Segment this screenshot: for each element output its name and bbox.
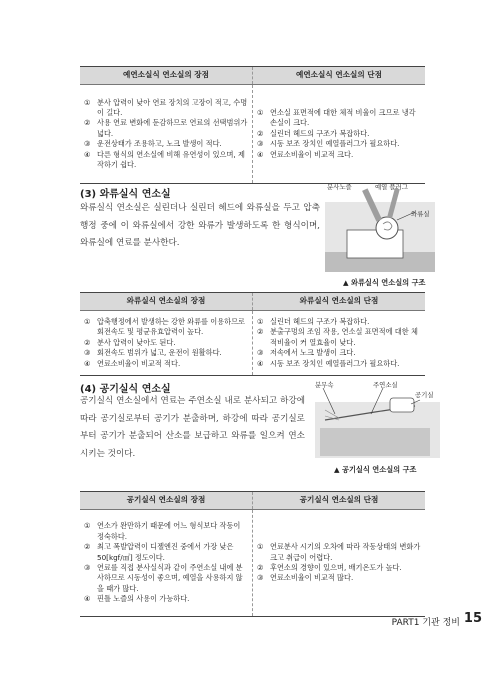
list-item: ② 사용 연료 변화에 둔감하므로 연료의 선택범위가 넓다. [84,118,248,138]
fig-label-nozzle: 분사노즐 [327,183,352,191]
list-item: ③ 운전상태가 조용하고, 노크 발생이 적다. [84,139,222,149]
list-item: ③ 저속에서 노크 발생이 크다. [257,348,356,358]
pros-cons-table-air-cell [80,491,425,617]
table-header: 공기실식 연소실의 단점 [253,492,426,510]
pros-cons-table-swirl [80,292,425,376]
table-header: 예연소실식 연소실의 단점 [253,67,426,85]
footer-part-label: PART1 기관 정비 [391,618,460,628]
list-item: ④ 다른 형식의 연소실에 비해 유연성이 있으며, 제작하기 쉽다. [84,149,245,170]
list-item: ③ 회전속도 범위가 넓고, 운전이 원활하다. [84,348,222,358]
fig-label-air-cell: 공기실 [415,391,434,399]
list-item: ② 최고 폭발압력이 디젤엔진 중에서 가장 낮은 50[kgf/㎠] 정도이다. [84,542,234,562]
pros-cons-table-precombustion [80,66,425,184]
fig-label-spray: 분무속 [315,381,334,389]
list-item: ① 분사 압력이 낮아 연료 장치의 고장이 적고, 수명이 길다. [84,97,248,117]
list-item: ② 분사 압력이 낮아도 된다. [84,337,176,347]
list-item: ④ 시동 보조 장치인 예열플러그가 필요하다. [257,358,400,368]
list-item: ① 연료분사 시기의 오차에 따라 작동상태의 변화가 크고 취급이 어렵다. [257,542,421,562]
list-item: ② 분출구멍의 조임 작용, 연소실 표면적에 대한 체적비율이 커 열효율이 낮다. [257,327,418,347]
list-item: ③ 시동 보조 장치인 예열플러그가 필요하다. [257,139,400,149]
table-header: 공기실식 연소실의 장점 [80,492,253,510]
section-heading: (3) 와류실식 연소실 [80,189,171,200]
table-header: 와류실식 연소실의 장점 [80,293,253,311]
figure-caption: ▲ 와류실식 연소실의 구조 [343,278,426,287]
list-item: ① 연소가 완만하기 때문에 어느 형식보다 작동이 정숙하다. [84,521,241,541]
list-item: ① 실린더 헤드의 구조가 복잡하다. [257,316,370,326]
pros-list [84,317,248,369]
list-item: ① 연소실 표면적에 대한 체적 비율이 크므로 냉각손실이 크다. [257,107,416,128]
list-item: ④ 연료소비율이 비교적 크다. [257,149,354,159]
table-header: 예연소실식 연소실의 장점 [80,67,253,85]
figure-caption: ▲ 공기실식 연소실의 구조 [334,465,417,474]
cons-list [257,542,421,584]
list-item: ① 압축행정에서 발생하는 강한 와류를 이용하므로 회전속도 및 평균유효압력이 높다. [84,316,246,337]
list-item: ② 후연소의 경향이 있으며, 배기온도가 높다. [257,563,402,572]
table-header: 와류실식 연소실의 단점 [253,293,426,311]
cons-list [257,317,421,369]
section-heading: (4) 공기실식 연소실 [80,384,171,395]
list-item: ② 실린더 헤드의 구조가 복잡하다. [257,128,370,138]
list-item: ③ 연료를 직접 분사실식과 같이 주연소실 내에 분사하므로 시동성이 좋으며, 예열을 사용하지 않을 때가 많다. [84,563,243,593]
cons-list [257,108,421,160]
swirl-chamber-diagram [325,180,435,275]
fig-label-chamber: 와류실 [411,210,430,218]
list-item: ④ 핀틀 노즐의 사용이 가능하다. [84,594,190,604]
section-paragraph: 공기실식 연소실에서 연료는 주연소실 내로 분사되고 하강에 따라 공기실로부터 공기가 분출하며, 하강에 따라 공기실로부터 공기가 분출되어 산소를 보급하고 와류를 일으켜 연소시키는 것이다. [80,396,305,459]
fig-label-glow: 예열 플러그 [375,183,408,191]
air-cell-chamber-diagram [315,380,440,460]
list-item: ③ 연료소비율이 비교적 많다. [257,573,354,583]
section-paragraph: 와류실식 연소실은 실린더나 실린더 헤드에 와류실을 두고 압축행정 중에 이 와류실에서 강한 와류가 발생하도록 한 형식이며, 와류실에 연료를 분사한다. [80,203,320,248]
pros-list [84,98,248,171]
page-number: 15 [463,611,482,626]
list-item: ④ 연료소비율이 비교적 적다. [84,358,181,368]
fig-label-main-chamber: 주연소실 [373,381,398,389]
pros-list [84,521,248,604]
